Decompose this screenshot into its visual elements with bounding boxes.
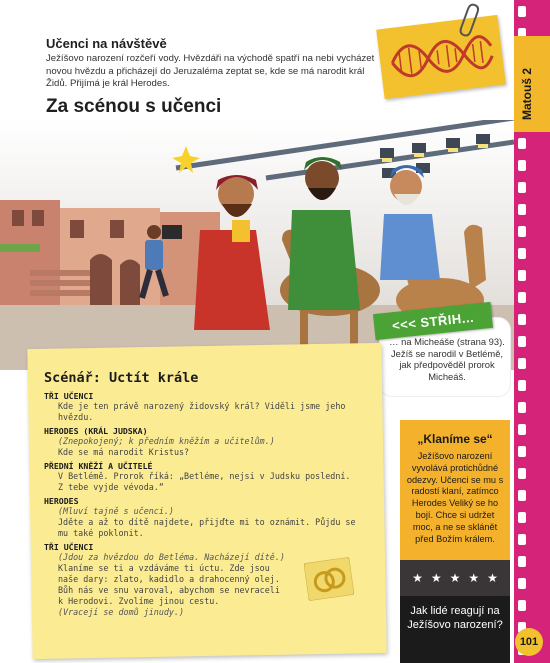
script-line: Kde je ten právě narozený židovský král? Viděli jsme jeho hvězdu. [58, 401, 346, 422]
dna-note-card [376, 15, 506, 99]
star-icon: ★ [468, 571, 480, 585]
film-hole [518, 182, 526, 193]
script-stage: (Mluví tajně s učenci.) [58, 506, 174, 516]
film-hole [518, 380, 526, 391]
film-hole [518, 556, 526, 567]
reaction-title: „Klaníme se“ [417, 432, 493, 446]
film-hole [518, 248, 526, 259]
paperclip-icon [456, 2, 482, 40]
script-speaker: TŘI UČENCI [44, 391, 94, 401]
film-hole [518, 138, 526, 149]
intro-heading: Učenci na návštěvě [46, 36, 167, 51]
film-hole [518, 204, 526, 215]
star-icon: ★ [487, 571, 498, 585]
cut-label: <<< STŘIH... [391, 309, 475, 333]
stars-band [400, 560, 510, 596]
film-hole [518, 600, 526, 611]
film-hole [518, 402, 526, 413]
rings-icon [304, 557, 355, 601]
scene-title: Za scénou s učenci [46, 96, 222, 117]
script-title: Scénář: Uctít krále [44, 370, 199, 386]
script-stage: (Vracejí se domů jinudy.) [58, 607, 185, 617]
script-stage: (Jdou za hvězdou do Betléma. Nacházejí dítě.) [58, 552, 285, 562]
star-icon: ★ [430, 571, 442, 585]
chapter-label: Matouš 2 [520, 67, 534, 120]
script-speaker: HERODES (KRÁL JUDSKA) [44, 426, 148, 436]
film-hole [518, 512, 526, 523]
cut-text: … na Micheáše (strana 93). Ježíš se narodil v Betlémě, jak předpověděl prorok Micheáš. [389, 336, 505, 382]
film-hole [518, 292, 526, 303]
script-stage: (Znepokojený; k předním kněžím a učitelům.) [58, 436, 275, 446]
film-hole [518, 424, 526, 435]
film-hole [518, 490, 526, 501]
star-icon: ★ [412, 571, 423, 585]
script-speaker: TŘI UČENCI [44, 542, 94, 552]
film-hole [518, 314, 526, 325]
script-line: Bůh nás ve snu varoval, abychom se nevraceli k Herodovi. Zvolíme jinou cestu. [58, 585, 280, 606]
page-number: 101 [515, 628, 543, 656]
film-hole [518, 6, 526, 17]
question-text: Jak lidé reagují na Ježíšovo narození? [407, 605, 503, 631]
film-hole [518, 160, 526, 171]
reaction-text: Ježíšovo narození vyvolává protichůdné odezvy. Učenci se mu s radostí klaní, zatímco Herodes Veliký se ho bojí. Chce si udržet moc, a ne se sklánět před Božím králem. [406, 451, 504, 544]
film-hole [518, 336, 526, 347]
star-icon: ★ [449, 571, 461, 585]
script-line: V Betlémě. Prorok říká: „Betléme, nejsi v Judsku poslední. Z tebe vyjde vévoda.“ [58, 471, 351, 492]
script-speaker: HERODES [44, 496, 79, 506]
script-line: Jděte a až to dítě najdete, přijďte mi to oznámit. Půjdu se mu také poklonit. [58, 517, 356, 538]
film-hole [518, 534, 526, 545]
script-speaker: PŘEDNÍ KNĚŽÍ A UČITELÉ [44, 461, 153, 471]
script-line: Kde se má narodit Kristus? [58, 447, 190, 457]
script-line: Klaníme se ti a vzdáváme ti úctu. Zde jsou naše dary: zlato, kadidlo a drahocenný olej. [58, 563, 280, 584]
film-hole [518, 578, 526, 589]
film-hole [518, 468, 526, 479]
film-hole [518, 226, 526, 237]
film-hole [518, 358, 526, 369]
film-hole [518, 446, 526, 457]
film-hole [518, 270, 526, 281]
intro-text: Ježíšovo narození rozčeří vody. Hvězdáři na východě spatří na nebi vycházet novou hvězdu a přicházejí do Jeruzaléma zeptat se, kde se má narodit král Židů. Přijímá je král Herodes. [46, 53, 375, 90]
